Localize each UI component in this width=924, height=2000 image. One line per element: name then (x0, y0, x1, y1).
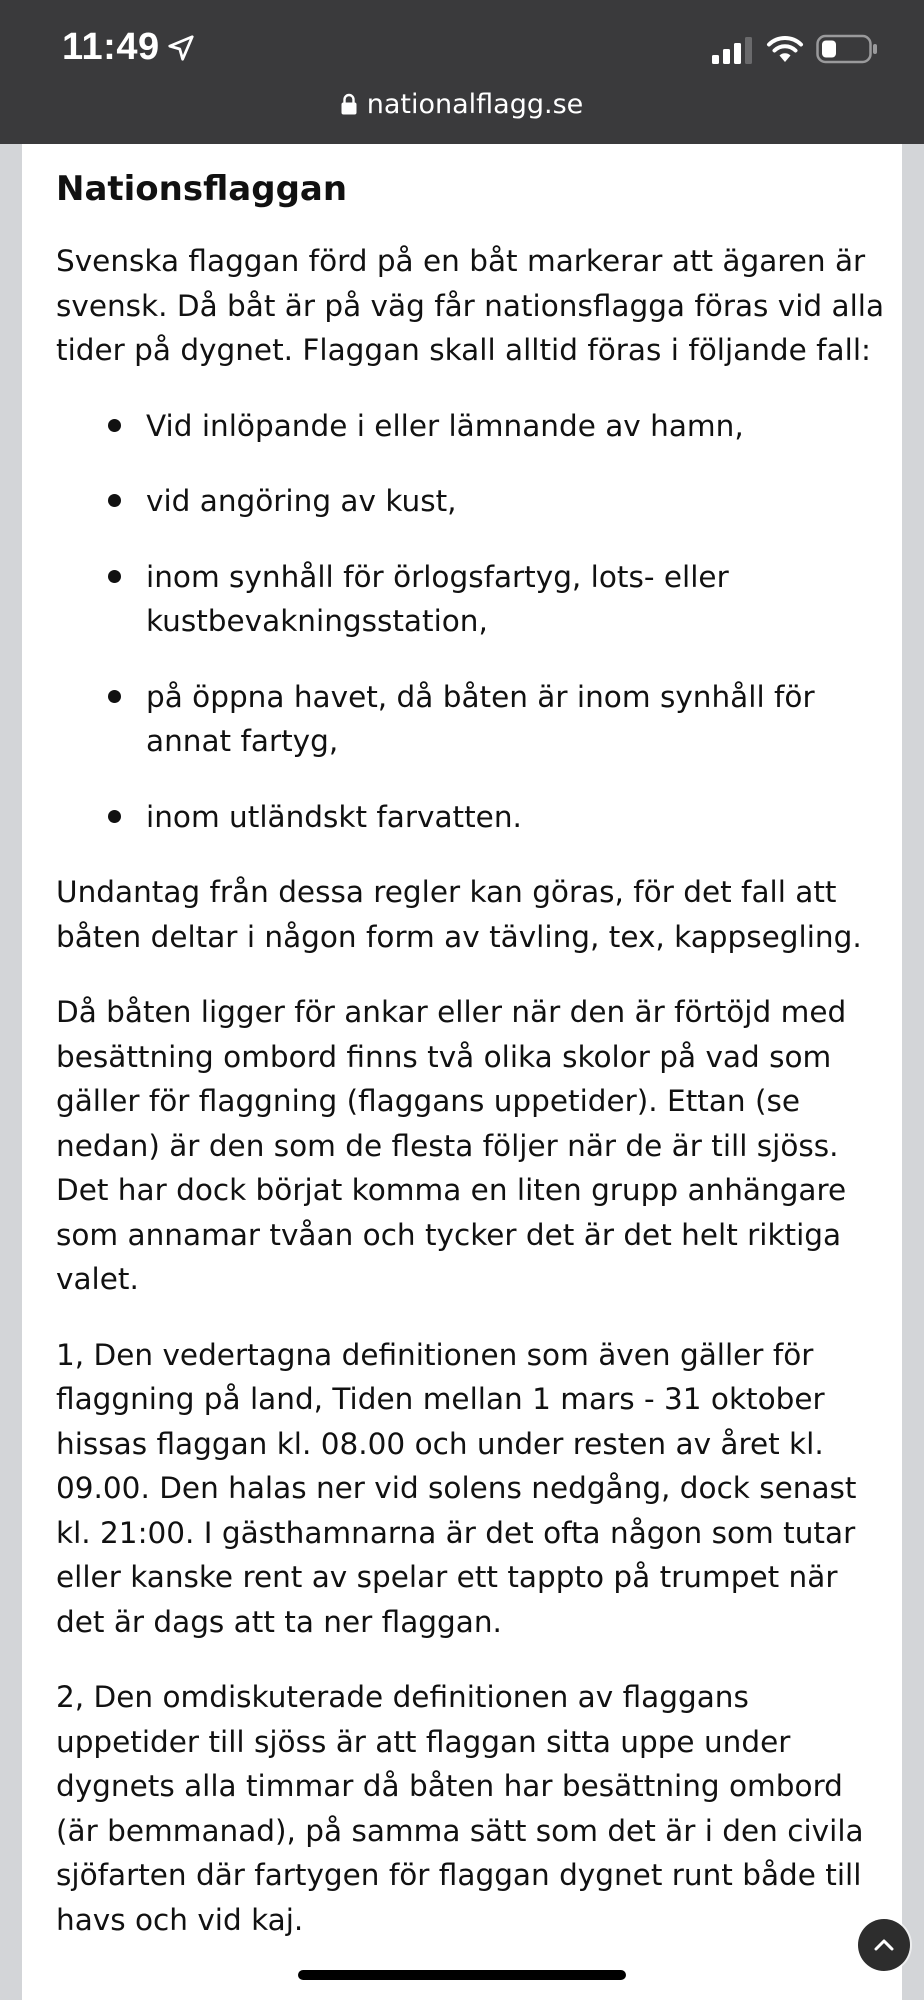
battery-icon (816, 34, 878, 64)
list-item-text: inom utländskt farvatten. (146, 799, 522, 834)
bullet-icon (108, 690, 121, 703)
list-item-text: på öppna havet, då båten är inom synhåll för annat fartyg, (146, 679, 815, 758)
scroll-to-top-button[interactable] (858, 1919, 910, 1971)
bullet-icon (108, 570, 121, 583)
list-item (56, 404, 886, 449)
bullet-icon (108, 419, 121, 432)
home-indicator[interactable] (298, 1970, 626, 1980)
intro-paragraph: Svenska flaggan förd på en båt markerar att ägaren är svensk. Då båt är på väg får nationsflagga föras vid alla tider på dygnet. Flaggan skall alltid föras i följande fall: (56, 244, 885, 367)
bullet-icon (108, 810, 121, 823)
rules-list (56, 404, 886, 840)
list-item-text: Vid inlöpande i eller lämnande av hamn, (146, 408, 744, 443)
location-arrow-icon (166, 33, 196, 63)
definition-two-paragraph: 2, Den omdiskuterade definitionen av flaggans uppetider till sjöss är att flaggan sitta uppe under dygnets alla timmar då båten har besättning ombord (är bemmanad), på samma sätt som det är i den civila sjöfarten där fartygen för flaggan dygnet runt både till havs och vid kaj. (56, 1680, 864, 1937)
definition-one-paragraph: 1, Den vedertagna definitionen som även gäller för flaggning på land, Tiden mellan 1 mars - 31 oktober hissas flaggan kl. 08.00 och under resten av året kl. 09.00. Den halas ner vid solens nedgång, dock senast kl. 21:00. I gästhamnarna är det ofta någon som tutar eller kanske rent av spelar ett tappto på trumpet när det är dags att ta ner flaggan. (56, 1337, 857, 1639)
list-item (56, 675, 886, 764)
exception-paragraph: Undantag från dessa regler kan göras, för det fall att båten deltar i någon form av tävling, tex, kappsegling. (56, 875, 862, 954)
chevron-up-icon (871, 1932, 897, 1958)
status-time: 11:49 (62, 26, 160, 68)
lock-icon (341, 93, 357, 115)
anchor-paragraph: Då båten ligger för ankar eller när den är förtöjd med besättning ombord finns två olika skolor på vad som gäller för flaggning (flaggans uppetider). Ettan (se nedan) är den som de flesta följer när de är till sjöss. Det har dock börjat komma en liten grupp anhängare som annamar tvåan och tycker det är det helt riktiga valet. (56, 995, 847, 1296)
page-content (22, 144, 902, 2000)
bullet-icon (108, 494, 121, 507)
list-item (56, 555, 886, 644)
address-bar[interactable] (0, 82, 924, 128)
list-item-text: vid angöring av kust, (146, 484, 457, 518)
cellular-signal-icon (712, 36, 754, 64)
wifi-icon (766, 34, 804, 64)
list-item-text: inom synhåll för örlogsfartyg, lots- eller kustbevakningsstation, (146, 559, 729, 638)
article (56, 144, 886, 1942)
list-item (56, 479, 886, 524)
page-title: Nationsflaggan (56, 169, 348, 209)
list-item (56, 795, 886, 840)
url-text: nationalflagg.se (366, 89, 584, 120)
status-bar (0, 0, 924, 144)
